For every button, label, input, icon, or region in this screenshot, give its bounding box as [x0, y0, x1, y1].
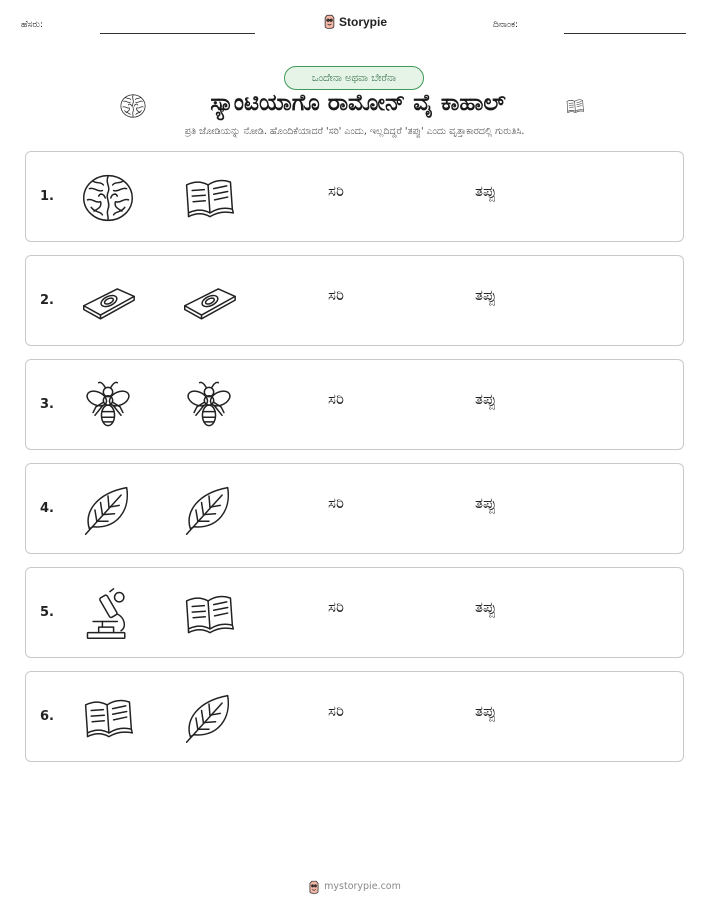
worksheet-type-badge: ಒಂದೇನಾ ಅಥವಾ ಬೇರೆನಾ	[284, 66, 424, 90]
bee-icon	[79, 378, 137, 434]
option-wrong[interactable]: ತಪ್ಪು	[475, 494, 497, 512]
brain-icon	[79, 170, 137, 226]
name-field[interactable]	[100, 33, 255, 34]
option-correct[interactable]: ಸರಿ	[328, 286, 344, 304]
footer	[0, 879, 709, 893]
option-correct[interactable]: ಸರಿ	[328, 702, 344, 720]
question-number: 2.	[40, 293, 54, 308]
option-correct[interactable]: ಸರಿ	[328, 494, 344, 512]
question-number: 3.	[40, 397, 54, 412]
question-card	[25, 671, 684, 762]
footer-url: mystorypie.com	[324, 880, 401, 892]
date-field[interactable]	[564, 33, 686, 34]
option-wrong[interactable]: ತಪ್ಪು	[475, 598, 497, 616]
brand	[323, 14, 387, 29]
question-number: 5.	[40, 605, 54, 620]
book-icon	[79, 690, 137, 746]
question-card	[25, 463, 684, 554]
worksheet-header	[0, 12, 709, 38]
book-icon	[180, 586, 238, 642]
date-label: ದಿನಾಂಕ:	[493, 20, 519, 30]
page-title: ಸ್ಯಾಂಟಿಯಾಗೊ ರಾಮೋನ್ ವೈ ಕಾಹಾಲ್	[210, 90, 506, 116]
slide-icon	[180, 274, 238, 330]
title-row	[0, 90, 709, 122]
option-correct[interactable]: ಸರಿ	[328, 598, 344, 616]
leaf-icon	[180, 690, 238, 746]
microscope-icon	[79, 586, 137, 642]
book-icon	[560, 96, 590, 116]
storypie-logo-icon	[308, 879, 320, 893]
leaf-icon	[180, 482, 238, 538]
leaf-icon	[79, 482, 137, 538]
option-wrong[interactable]: ತಪ್ಪು	[475, 390, 497, 408]
option-correct[interactable]: ಸರಿ	[328, 390, 344, 408]
question-card	[25, 255, 684, 346]
brand-name: Storypie	[339, 14, 388, 29]
brain-icon	[119, 92, 147, 120]
instructions: ಪ್ರತಿ ಜೋಡಿಯನ್ನು ನೋಡಿ. ಹೊಂದಿಕೆಯಾದರೆ 'ಸರಿ' ಎಂದು, ಇಲ್ಲದಿದ್ದರೆ 'ತಪ್ಪು' ಎಂದು ವೃತ್ತಾಕಾರದಲ್ಲಿ ಗುರುತಿಸಿ.	[184, 126, 525, 137]
option-wrong[interactable]: ತಪ್ಪು	[475, 286, 497, 304]
book-icon	[180, 170, 238, 226]
question-card	[25, 151, 684, 242]
storypie-logo-icon	[323, 14, 336, 29]
question-card	[25, 359, 684, 450]
question-card	[25, 567, 684, 658]
bee-icon	[180, 378, 238, 434]
option-wrong[interactable]: ತಪ್ಪು	[475, 702, 497, 720]
option-wrong[interactable]: ತಪ್ಪು	[475, 182, 497, 200]
option-correct[interactable]: ಸರಿ	[328, 182, 344, 200]
name-label: ಹೆಸರು:	[21, 20, 44, 30]
question-number: 6.	[40, 709, 54, 724]
slide-icon	[79, 274, 137, 330]
question-number: 1.	[40, 189, 54, 204]
question-number: 4.	[40, 501, 54, 516]
